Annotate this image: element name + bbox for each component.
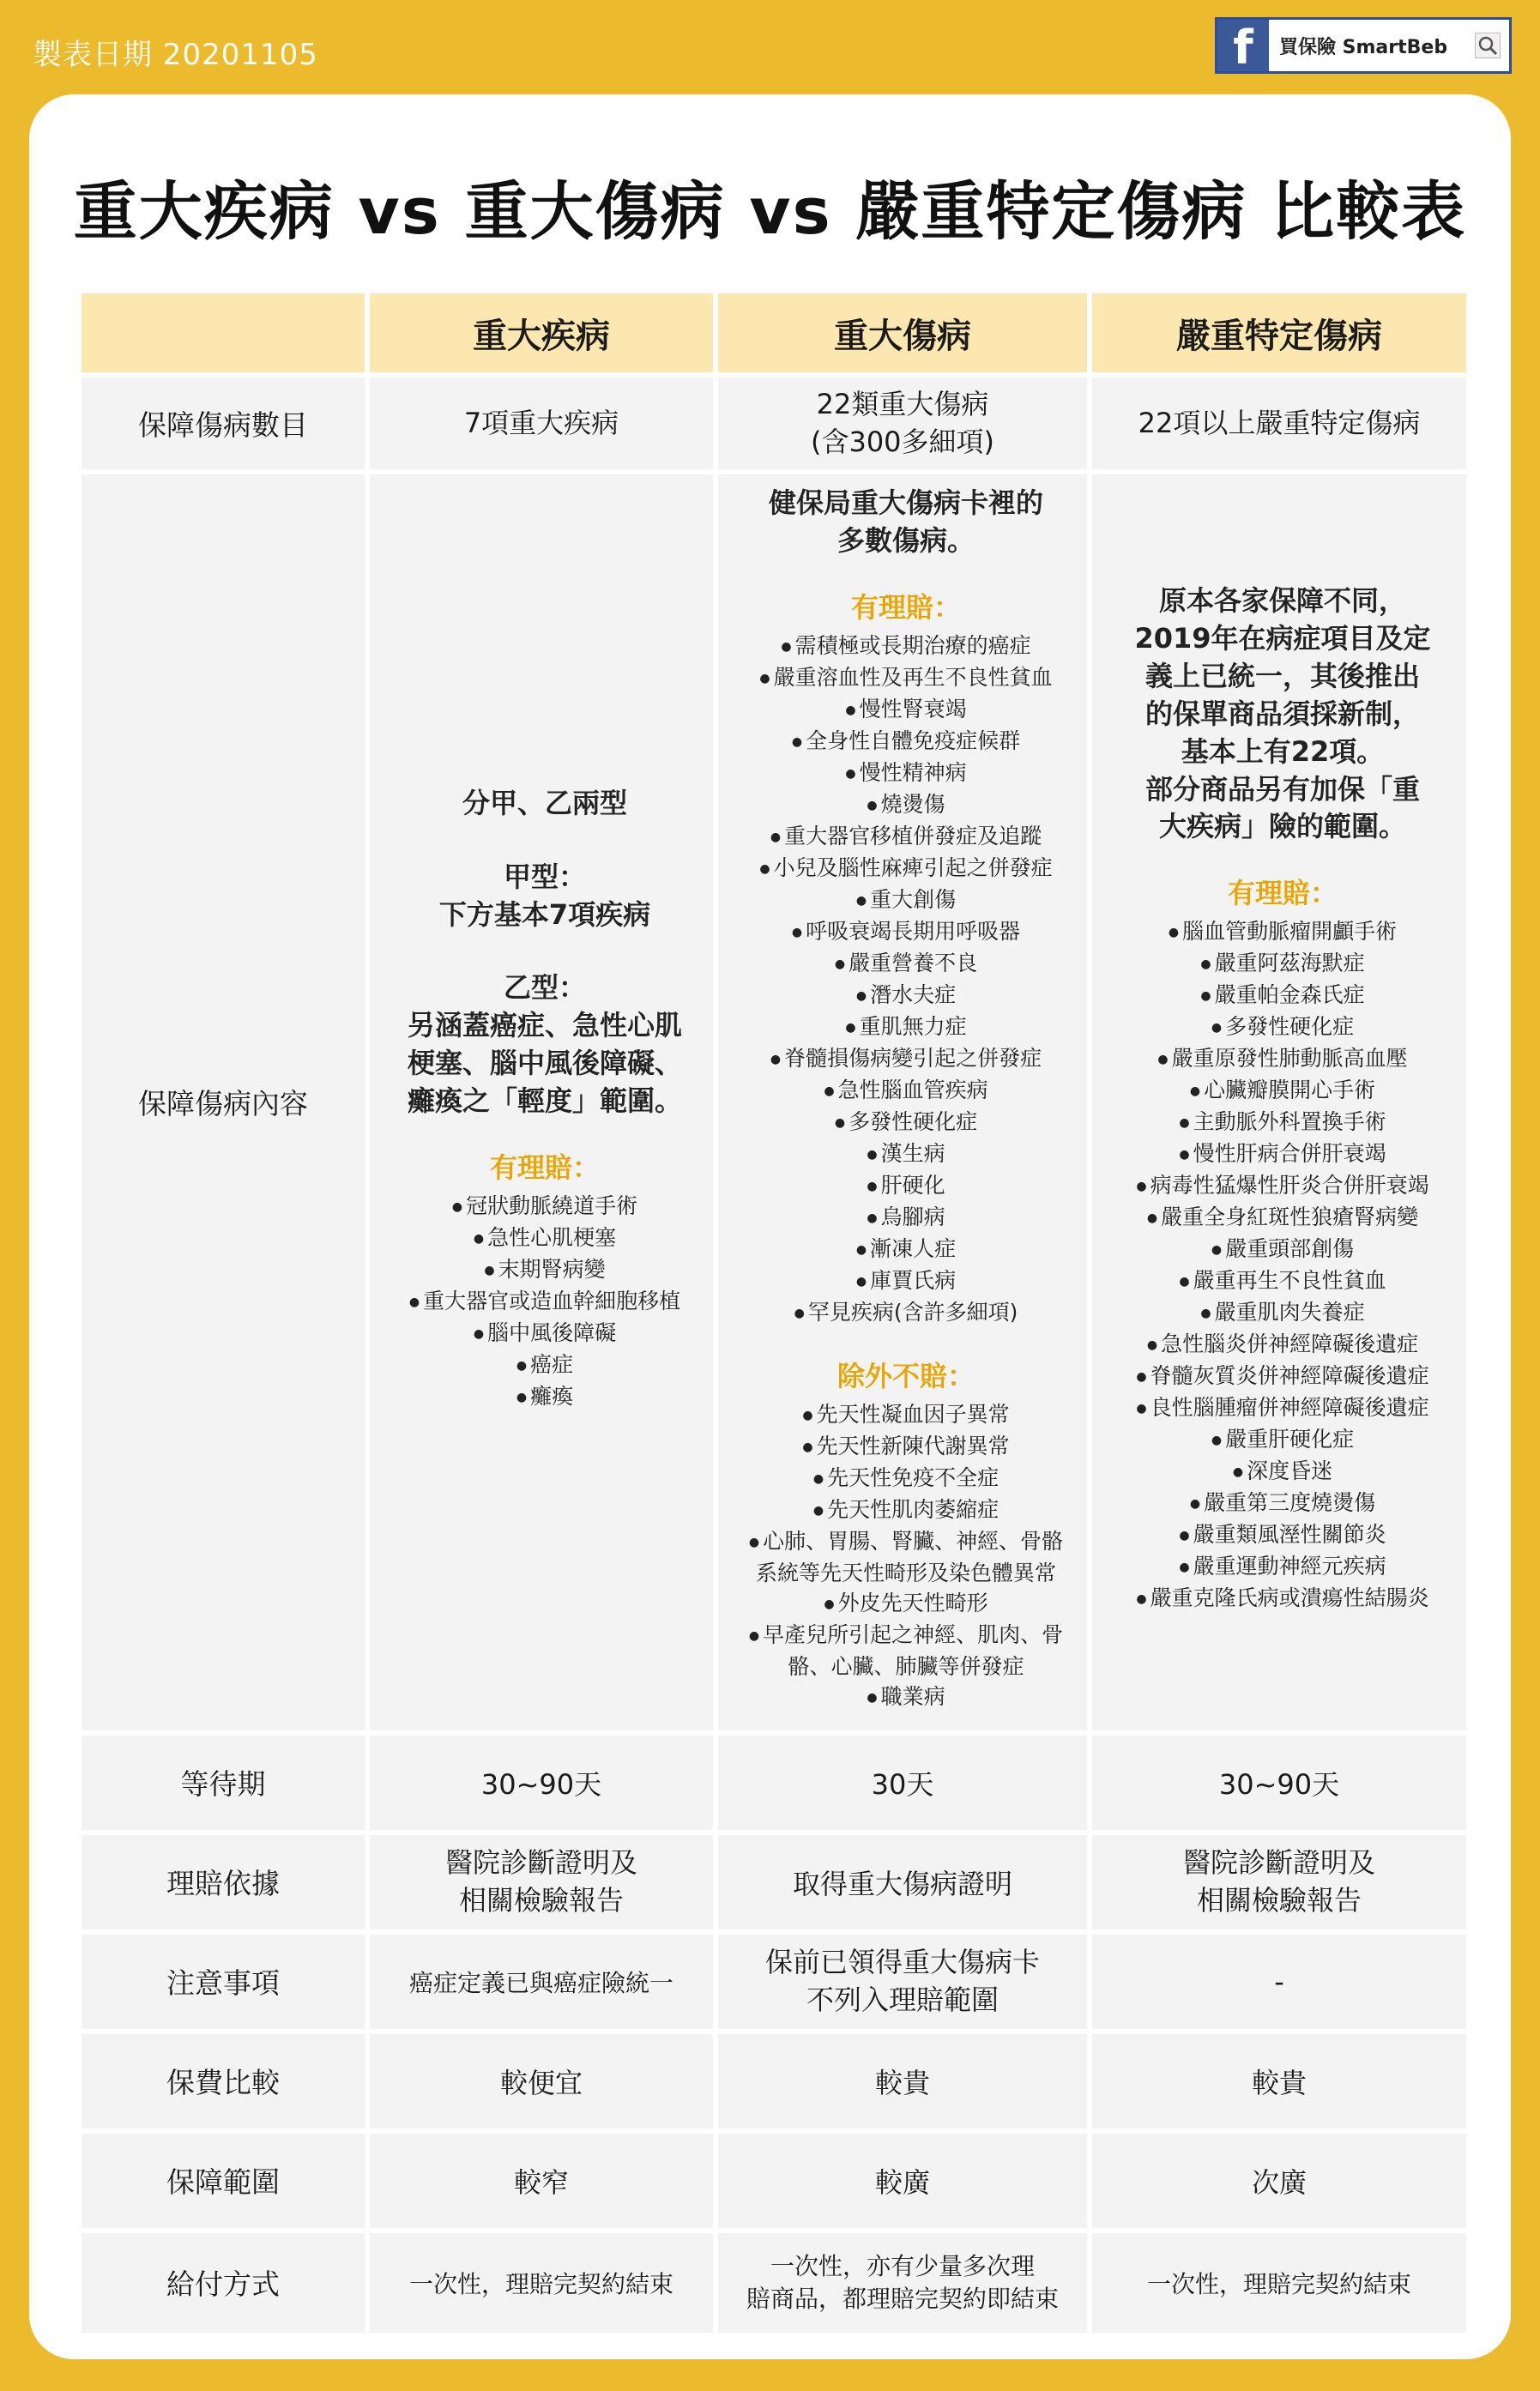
list-item: ● 庫賈氏病 xyxy=(744,1265,1068,1297)
list-item: ● 燒燙傷 xyxy=(744,789,1068,821)
cell-notes-c2: 保前已領得重大傷病卡 不列入理賠範圍 xyxy=(718,1935,1087,2029)
list-item: ● 腦中風後障礙 xyxy=(396,1318,694,1349)
row-label-payment: 給付方式 xyxy=(82,2233,365,2333)
row-label-waiting: 等待期 xyxy=(82,1736,365,1830)
list-item: ● 嚴重肝硬化症 xyxy=(1118,1424,1447,1456)
cell-premium-c1: 較便宜 xyxy=(370,2034,713,2128)
list-item: ● 重大器官移植併發症及追蹤 xyxy=(744,821,1068,853)
cell-payment-c1: 一次性，理賠完契約結束 xyxy=(370,2233,713,2333)
cell-content-c1: 分甲、乙兩型 甲型： 下方基本7項疾病 乙型： 另涵蓋癌症、急性心肌 梗塞、腦中風後障礙、 癱瘓之「輕度」範圍。 有理賠： ● 冠狀動脈繞道手術 ● 急性心肌梗塞 ● 末期腎病變 ● 重大器官或造血幹細胞移植 ● 腦中風後障礙 ● 癌症 ● 癱瘓 xyxy=(370,474,713,1730)
list-item: ● 漸凍人症 xyxy=(744,1234,1068,1265)
list-item: ● 嚴重運動神經元疾病 xyxy=(1118,1551,1447,1583)
list-item: ● 烏腳病 xyxy=(744,1202,1068,1234)
cell-premium-c2: 較貴 xyxy=(718,2034,1087,2128)
list-item: ● 急性腦炎併神經障礙後遺症 xyxy=(1118,1329,1447,1361)
row-label-content: 保障傷病內容 xyxy=(82,474,365,1730)
claim-list-c3 xyxy=(1118,916,1447,1615)
row-label-notes: 注意事項 xyxy=(82,1935,365,2029)
cell-content-c3: 原本各家保障不同， 2019年在病症項目及定 義上已統一，其後推出 的保單商品須採新制， 基本上有22項。 部分商品另有加保「重 大疾病」險的範圍。 有理賠： ● 腦血管動脈瘤開顱手術 ● 嚴重阿茲海默症 ● 嚴重帕金森氏症 ● 多發性硬化症 ● 嚴重原發性肺動脈高血壓 ● 心臟瓣膜開心手術 ● 主動脈外科置換手術 ● 慢性肝病合併肝衰竭 ● 病毒性猛爆性肝炎合併肝衰竭 ● 嚴重全身紅斑性狼瘡腎病變 ● 嚴重頭部創傷 ● 嚴重再生不良性貧血 ● 嚴重肌肉失養症 ● 急性腦炎併神經障礙後遺症 ● 脊髓灰質炎併神經障礙後遺症 ● 良性腦腫瘤併神經障礙後遺症 ● 嚴重肝硬化症 ● 深度昏迷 ● 嚴重第三度燒燙傷 ● 嚴重類風溼性關節炎 ● 嚴重運動神經元疾病 ● 嚴重克隆氏病或潰瘍性結腸炎 xyxy=(1092,474,1466,1730)
table-header-row xyxy=(82,293,1466,372)
list-item: ● 嚴重類風溼性關節炎 xyxy=(1118,1519,1447,1551)
list-item: ● 潛水夫症 xyxy=(744,980,1068,1011)
facebook-page-badge[interactable] xyxy=(1215,17,1512,74)
cell-waiting-c3: 30~90天 xyxy=(1092,1736,1466,1830)
list-item: ● 嚴重克隆氏病或潰瘍性結腸炎 xyxy=(1118,1583,1447,1615)
cell-scope-c1: 較窄 xyxy=(370,2134,713,2228)
list-item: ● 多發性硬化症 xyxy=(1118,1011,1447,1043)
list-item: ● 嚴重全身紅斑性狼瘡腎病變 xyxy=(1118,1202,1447,1234)
list-item: ● 深度昏迷 xyxy=(1118,1456,1447,1488)
row-label-premium: 保費比較 xyxy=(82,2034,365,2128)
exclude-list-c2 xyxy=(744,1399,1068,1713)
list-item: ● 腦血管動脈瘤開顱手術 xyxy=(1118,916,1447,948)
cell-basis-c3: 醫院診斷證明及 相關檢驗報告 xyxy=(1092,1835,1466,1929)
list-item: ● 良性腦腫瘤併神經障礙後遺症 xyxy=(1118,1392,1447,1424)
list-item: ● 重大器官或造血幹細胞移植 xyxy=(396,1286,694,1318)
list-item: ● 急性腦血管疾病 xyxy=(744,1075,1068,1107)
cell-count-c2: 22類重大傷病 (含300多細項) xyxy=(718,377,1087,469)
cell-count-c3: 22項以上嚴重特定傷病 xyxy=(1092,377,1466,469)
cell-scope-c2: 較廣 xyxy=(718,2134,1087,2228)
cell-count-c1: 7項重大疾病 xyxy=(370,377,713,469)
claim-heading: 有理賠： xyxy=(1227,877,1338,910)
list-item: ● 嚴重帕金森氏症 xyxy=(1118,980,1447,1011)
table-row-notes xyxy=(82,1935,1466,2029)
list-item: ● 慢性腎衰竭 xyxy=(744,694,1068,726)
cell-payment-c3: 一次性，理賠完契約結束 xyxy=(1092,2233,1466,2333)
list-item: ● 重大創傷 xyxy=(744,885,1068,916)
facebook-page-name: 買保險 SmartBeb xyxy=(1279,36,1448,58)
claim-heading: 有理賠： xyxy=(850,590,961,624)
table-row-payment xyxy=(82,2233,1466,2333)
list-item: ● 癱瘓 xyxy=(396,1381,694,1413)
table-row-waiting xyxy=(82,1736,1466,1830)
list-item: ● 先天性凝血因子異常 xyxy=(744,1399,1068,1431)
list-item: ● 外皮先天性畸形 xyxy=(744,1588,1068,1620)
page-title: 重大疾病 vs 重大傷病 vs 嚴重特定傷病 比較表 xyxy=(73,175,1467,249)
list-item: ● 先天性免疫不全症 xyxy=(744,1463,1068,1494)
cell-basis-c1: 醫院診斷證明及 相關檢驗報告 xyxy=(370,1835,713,1929)
list-item: ● 急性心肌梗塞 xyxy=(396,1223,694,1254)
header-empty-cell xyxy=(82,293,365,372)
row-label-count: 保障傷病數目 xyxy=(82,377,365,469)
cell-content-c2: 健保局重大傷病卡裡的 多數傷病。 有理賠： ● 需積極或長期治療的癌症 ● 嚴重溶血性及再生不良性貧血 ● 慢性腎衰竭 ● 全身性自體免疫症候群 ● 慢性精神病 ● 燒燙傷 ● 重大器官移植併發症及追蹤 ● 小兒及腦性麻痺引起之併發症 ● 重大創傷 ● 呼吸衰竭長期用呼吸器 ● 嚴重營養不良 ● 潛水夫症 ● 重肌無力症 ● 脊髓損傷病變引起之併發症 ● 急性腦血管疾病 ● 多發性硬化症 ● 漢生病 ● 肝硬化 ● 烏腳病 ● 漸凍人症 ● 庫賈氏病 ● 罕見疾病(含許多細項) 除外不賠： ● 先天性凝血因子異常 ● 先天性新陳代謝異常 ● 先天性免疫不全症 ● 先天性肌肉萎縮症 ● 心肺、胃腸、腎臟、神經、骨骼系統等先天性畸形及染色體異常 ● 外皮先天性畸形 ● 早產兒所引起之神經、肌肉、骨骼、心臟、肺臟等併發症 ● 職業病 xyxy=(718,474,1087,1730)
list-item: ● 脊髓損傷病變引起之併發症 xyxy=(744,1043,1068,1075)
list-item: ● 末期腎病變 xyxy=(396,1254,694,1286)
list-item: ● 嚴重肌肉失養症 xyxy=(1118,1297,1447,1329)
date-label: 製表日期 20201105 xyxy=(33,38,318,72)
list-item: ● 嚴重原發性肺動脈高血壓 xyxy=(1118,1043,1447,1075)
list-item: ● 心臟瓣膜開心手術 xyxy=(1118,1075,1447,1107)
list-item: ● 主動脈外科置換手術 xyxy=(1118,1107,1447,1138)
table-row-content xyxy=(82,474,1466,1730)
cell-waiting-c1: 30~90天 xyxy=(370,1736,713,1830)
column-header-major-injury: 重大傷病 xyxy=(718,293,1087,372)
cell-scope-c3: 次廣 xyxy=(1092,2134,1466,2228)
list-item: ● 冠狀動脈繞道手術 xyxy=(396,1191,694,1223)
claim-list-c2 xyxy=(744,631,1068,1329)
list-item: ● 早產兒所引起之神經、肌肉、骨骼、心臟、肺臟等併發症 xyxy=(744,1620,1068,1682)
column-header-serious-specific-injury: 嚴重特定傷病 xyxy=(1092,293,1466,372)
list-item: ● 病毒性猛爆性肝炎合併肝衰竭 xyxy=(1118,1170,1447,1202)
claim-heading: 有理賠： xyxy=(489,1150,600,1184)
list-item: ● 心肺、胃腸、腎臟、神經、骨骼系統等先天性畸形及染色體異常 xyxy=(744,1526,1068,1588)
row-label-scope: 保障範圍 xyxy=(82,2134,365,2228)
list-item: ● 小兒及腦性麻痺引起之併發症 xyxy=(744,853,1068,885)
list-item: ● 慢性肝病合併肝衰竭 xyxy=(1118,1138,1447,1170)
table-row-basis xyxy=(82,1835,1466,1929)
claim-list-c1 xyxy=(396,1191,694,1413)
cell-basis-c2: 取得重大傷病證明 xyxy=(718,1835,1087,1929)
column-header-critical-illness: 重大疾病 xyxy=(370,293,713,372)
list-item: ● 脊髓灰質炎併神經障礙後遺症 xyxy=(1118,1361,1447,1392)
cell-payment-c2: 一次性，亦有少量多次理 賠商品，都理賠完契約即結束 xyxy=(718,2233,1087,2333)
list-item: ● 漢生病 xyxy=(744,1138,1068,1170)
table-row-count xyxy=(82,377,1466,469)
comparison-table xyxy=(76,288,1471,2338)
row-label-basis: 理賠依據 xyxy=(82,1835,365,1929)
list-item: ● 嚴重溶血性及再生不良性貧血 xyxy=(744,662,1068,694)
list-item: ● 職業病 xyxy=(744,1682,1068,1713)
list-item: ● 呼吸衰竭長期用呼吸器 xyxy=(744,916,1068,948)
table-row-premium xyxy=(82,2034,1466,2128)
list-item: ● 嚴重第三度燒燙傷 xyxy=(1118,1488,1447,1519)
list-item: ● 嚴重再生不良性貧血 xyxy=(1118,1265,1447,1297)
list-item: ● 先天性新陳代謝異常 xyxy=(744,1431,1068,1463)
list-item: ● 重肌無力症 xyxy=(744,1011,1068,1043)
list-item: ● 全身性自體免疫症候群 xyxy=(744,726,1068,758)
list-item: ● 嚴重阿茲海默症 xyxy=(1118,948,1447,980)
list-item: ● 肝硬化 xyxy=(744,1170,1068,1202)
list-item: ● 嚴重營養不良 xyxy=(744,948,1068,980)
comparison-card xyxy=(29,94,1511,2359)
list-item: ● 癌症 xyxy=(396,1349,694,1381)
cell-notes-c1: 癌症定義已與癌症險統一 xyxy=(370,1935,713,2029)
exclude-heading: 除外不賠： xyxy=(836,1359,975,1392)
cell-premium-c3: 較貴 xyxy=(1092,2034,1466,2128)
facebook-icon: f xyxy=(1217,20,1269,71)
cell-notes-c3: - xyxy=(1092,1935,1466,2029)
list-item: ● 罕見疾病(含許多細項) xyxy=(744,1297,1068,1329)
list-item: ● 慢性精神病 xyxy=(744,758,1068,789)
list-item: ● 需積極或長期治療的癌症 xyxy=(744,631,1068,662)
list-item: ● 先天性肌肉萎縮症 xyxy=(744,1494,1068,1526)
search-icon xyxy=(1475,33,1501,58)
list-item: ● 嚴重頭部創傷 xyxy=(1118,1234,1447,1265)
list-item: ● 多發性硬化症 xyxy=(744,1107,1068,1138)
cell-waiting-c2: 30天 xyxy=(718,1736,1087,1830)
table-row-scope xyxy=(82,2134,1466,2228)
